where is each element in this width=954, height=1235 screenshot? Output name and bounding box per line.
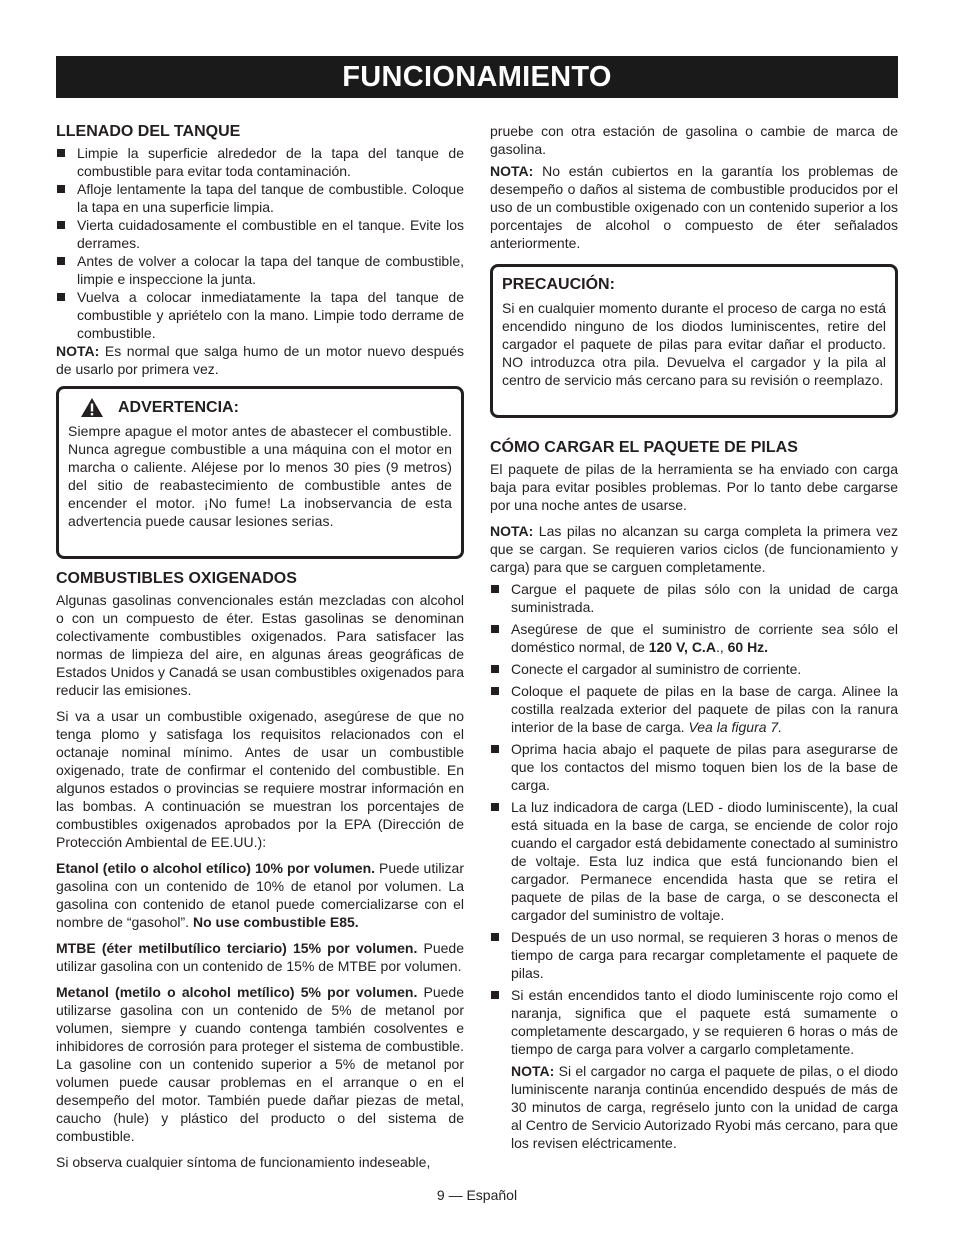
etanol-text: Puede utilizar gasolina con un contenido de 10% de etanol por volumen. La gasolina con contenido de etanol puede comercializarse con el nombre de “gasohol”. <box>56 860 464 930</box>
right-column <box>490 122 898 1156</box>
paragraph-continued: pruebe con otra estación de gasolina o cambie de marca de gasolina. <box>490 123 898 157</box>
list-item: Afloje lentamente la tapa del tanque de combustible. Coloque la tapa en una superficie limpia. <box>56 180 464 216</box>
note-label: NOTA: <box>490 523 534 539</box>
metanol-text: Puede utilizarse gasolina con un contenido de 5% de metanol por volumen, siempre y cuando contenga también cosolventes e inhibidores de corrosión para proteger el sistema de combustible. La gasoline con un contenido superior a 5% de metanol por volumen puede causar problemas en el arranque o en el desempeño del motor. También puede dañar piezas de metal, caucho (hule) y plástico del producto o del sistema de combustible. <box>56 984 464 1144</box>
cargar-list <box>490 580 898 1152</box>
sub-note <box>511 1062 898 1152</box>
heading-oxigenados: COMBUSTIBLES OXIGENADOS <box>56 570 297 587</box>
list-item: Después de un uso normal, se requieren 3 horas o menos de tiempo de carga para recargar completamente el paquete de pilas. <box>490 928 898 982</box>
paragraph: Algunas gasolinas convencionales están mezcladas con alcohol o con un compuesto de éter. Estas gasolinas se denominan colectivamente combustibles oxigenados. Para satisfacer las normas de limpieza del aire, en algunas áreas geográficas de Estados Unidos y Canadá se usan combustibles oxigenados para reducir las emisiones. <box>56 592 464 698</box>
section-banner: FUNCIONAMIENTO <box>56 56 898 98</box>
heading-cargar: CÓMO CARGAR EL PAQUETE DE PILAS <box>490 439 798 456</box>
paragraph: Si va a usar un combustible oxigenado, asegúrese de que no tenga plomo y satisfaga los requisitos relacionados con el octanaje nominal mínimo. Antes de usar un combustible oxigenado, trate de confirmar el contenido del combustible. En algunos estados o provincias se requiere mostrar información en las bombas. A continuación se muestran los porcentajes de combustibles oxigenados aprobados por la EPA (Dirección de Protección Ambiental de EE.UU.): <box>56 708 464 850</box>
warning-title: ADVERTENCIA: <box>118 398 239 416</box>
mtbe-label: MTBE (éter metilbutílico terciario) 15% por volumen. <box>56 940 418 956</box>
separator: ., <box>715 639 724 655</box>
paragraph-metanol <box>56 983 464 1145</box>
list-item: Oprima hacia abajo el paquete de pilas para asegurarse de que los contactos del mismo toquen bien los de la base de carga. <box>490 740 898 794</box>
list-item: Vuelva a colocar inmediatamente la tapa del tanque de combustible y apriételo con la mano. Limpie todo derrame de combustible. <box>56 288 464 342</box>
list-item: Antes de volver a colocar la tapa del tanque de combustible, limpie e inspeccione la junta. <box>56 252 464 288</box>
frequency-value: 60 Hz. <box>723 639 769 655</box>
note-label: NOTA: <box>511 1063 555 1079</box>
paragraph-mtbe <box>56 939 464 975</box>
llenado-note <box>56 342 464 378</box>
paragraph: Si observa cualquier síntoma de funcionamiento indeseable, <box>56 1154 431 1170</box>
warning-text: Siempre apague el motor antes de abastecer el combustible. Nunca agregue combustible a una máquina con el motor en marcha o caliente. Aléjese por lo menos 30 pies (9 metros) del sitio de reabastecimiento de combustible antes de encender el motor. ¡No fume! La inobservancia de esta advertencia puede causar lesiones serias. <box>68 423 452 529</box>
paragraph-etanol <box>56 859 464 931</box>
figure-reference: Vea la figura 7. <box>688 719 783 735</box>
paragraph: El paquete de pilas de la herramienta se ha enviado con carga baja para evitar posibles problemas. Por lo tanto debe cargarse por una noche antes de usarse. <box>490 461 898 513</box>
list-item <box>490 682 898 736</box>
left-column <box>56 122 464 1179</box>
note-label: NOTA: <box>490 163 534 179</box>
item-text: Coloque el paquete de pilas en la base de carga. Alinee la costilla realzada exterior del paquete de pilas con la ranura interior de la base de carga. <box>511 683 898 735</box>
mtbe-text: Puede utilizar gasolina con un contenido de 15% de MTBE por volumen. <box>56 940 465 974</box>
paragraph-nota-cargar <box>490 522 898 576</box>
list-item <box>490 986 898 1152</box>
list-item: Vierta cuidadosamente el combustible en el tanque. Evite los derrames. <box>56 216 464 252</box>
list-item: La luz indicadora de carga (LED - diodo luminiscente), la cual está situada en la base de carga, se enciende de color rojo cuando el cargador está debidamente conectado al suministro de voltaje. Esta luz indica que está funcionando bien el cargador. Permanece encendida hasta que se retira el paquete de pilas de la base de carga, o se desconecta el cargador del suministro de voltaje. <box>490 798 898 924</box>
heading-llenado: LLENADO DEL TANQUE <box>56 123 241 140</box>
voltage-value: 120 V, C.A <box>648 639 716 655</box>
item-text: Si están encendidos tanto el diodo luminiscente rojo como el naranja, significa que el paquete está sumamente o completamente descargado, y se requieren 6 horas o más de tiempo de carga para volver a cargarlo completamente. <box>511 987 898 1057</box>
list-item <box>490 620 898 656</box>
note-text: Si el cargador no carga el paquete de pilas, o el diodo luminiscente naranja continúa encendido después de más de 30 minutos de carga, regréselo junto con la unidad de carga al Centro de Servicio Autorizado Ryobi más cercano, para que los revisen eléctricamente. <box>511 1063 898 1151</box>
note-label: NOTA: <box>56 343 100 359</box>
page-footer: 9 — Español <box>436 1187 518 1203</box>
warning-title-row <box>68 397 452 418</box>
etanol-label: Etanol (etilo o alcohol etílico) 10% por volumen. <box>56 860 376 876</box>
note-text: Es normal que salga humo de un motor nuevo después de usarlo por primera vez. <box>56 343 464 377</box>
note-text: No están cubiertos en la garantía los problemas de desempeño o daños al sistema de combustible producidos por el uso de un combustible oxigenado con un contenido superior a los porcentajes de alcohol o compuesto de éter señalados anteriormente. <box>490 163 898 251</box>
caution-box <box>490 264 898 418</box>
warning-box <box>56 386 464 559</box>
note-text: Las pilas no alcanzan su carga completa la primera vez que se cargan. Se requieren varios ciclos (de funcionamiento y carga) para que se carguen completamente. <box>490 523 898 575</box>
caution-title: PRECAUCIÓN: <box>502 276 615 293</box>
etanol-warning: No use combustible E85. <box>192 914 359 930</box>
caution-text: Si en cualquier momento durante el proceso de carga no está encendido ninguno de los diodos luminiscentes, retire del cargador el paquete de pilas para evitar dañar el producto. NO introduzca otra pila. Devuelva el cargador y la pila al centro de servicio más cercano para su revisión o reemplazo. <box>502 300 886 388</box>
item-text: Asegúrese de que el suministro de corriente sea sólo el doméstico normal, de <box>511 621 898 655</box>
metanol-label: Metanol (metilo o alcohol metílico) 5% por volumen. <box>56 984 418 1000</box>
list-item: Conecte el cargador al suministro de corriente. <box>490 660 898 678</box>
paragraph-nota <box>490 162 898 252</box>
llenado-list <box>56 144 464 342</box>
warning-triangle-icon <box>80 397 104 418</box>
list-item: Limpie la superficie alrededor de la tapa del tanque de combustible para evitar toda contaminación. <box>56 144 464 180</box>
list-item: Cargue el paquete de pilas sólo con la unidad de carga suministrada. <box>490 580 898 616</box>
